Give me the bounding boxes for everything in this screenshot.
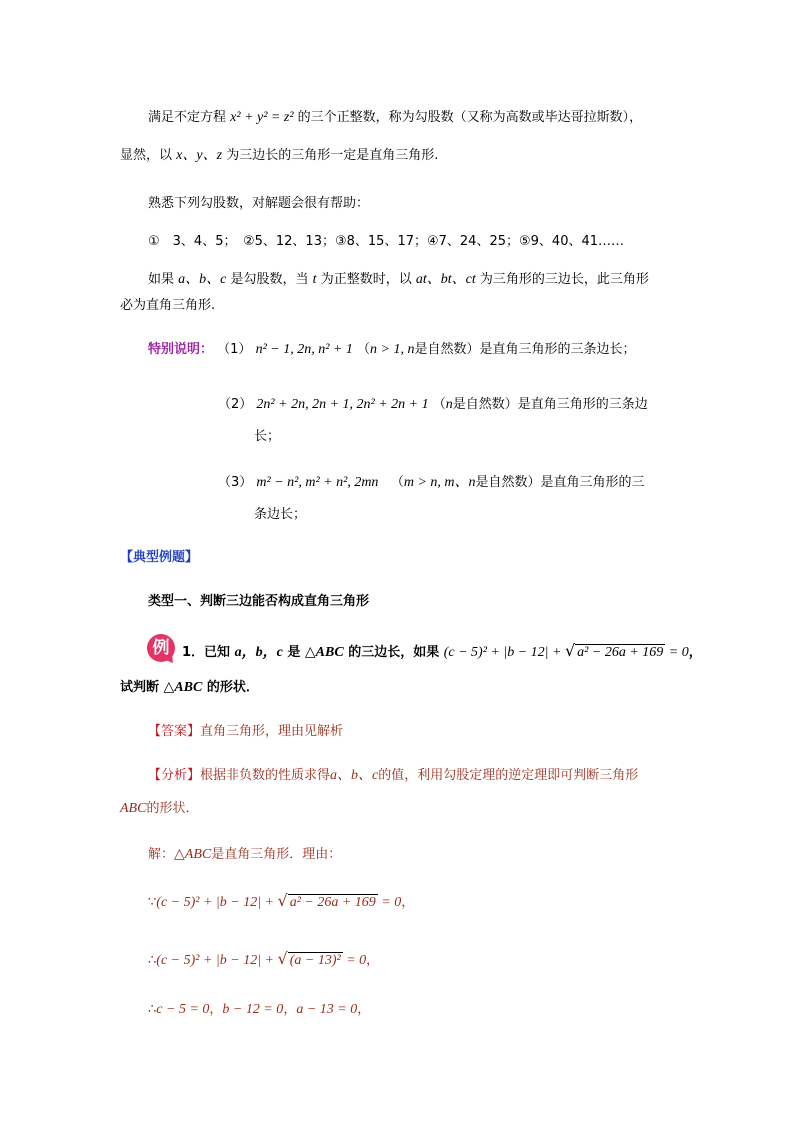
scaling-line-1 — [148, 270, 649, 290]
therefore-symbol: ∴ — [148, 1002, 157, 1017]
special-item-3 — [218, 473, 645, 493]
intro-line2-post: 为三边长的三角形一定是直角三角形. — [226, 148, 439, 163]
solution-intro-tri: △ABC — [174, 847, 212, 862]
solution-step3-expr2: b − 12 = 0 — [222, 1002, 284, 1017]
special-label: 特别说明： — [148, 342, 214, 357]
familiar-list: ① 3、4、5； ②5、12、13；③8、15、17；④7、24、25；⑤9、40、41…… — [148, 234, 625, 249]
special-item2-open: （ — [432, 397, 446, 412]
analysis-text-c: 的形状． — [146, 801, 199, 816]
answer-label: 【答案】 — [148, 724, 201, 739]
solution-step2-post: = 0 — [342, 953, 367, 968]
example-question-line-2 — [120, 678, 259, 698]
solution-step3-expr1: c − 5 = 0 — [156, 1002, 210, 1017]
solution-step1-end: ， — [401, 895, 415, 910]
scaling-d: 为三角形的三边长，此三角形 — [479, 272, 649, 287]
analysis-text-b: 的值，利用勾股定理的逆定理即可判断三角形 — [378, 768, 639, 783]
example-question-line-1 — [182, 641, 702, 661]
analysis-vars: a、b、c — [330, 768, 379, 783]
special-item1-num: （1） — [217, 342, 252, 357]
special-item1-post: 是自然数）是直角三角形的三条边长； — [414, 342, 636, 357]
analysis-line-2 — [120, 799, 198, 819]
special-item1-cond: n > 1, n — [370, 342, 415, 357]
analysis-tri: ABC — [120, 801, 147, 816]
special-item-2 — [218, 395, 648, 415]
scaling-abc: a、b、c — [178, 272, 227, 287]
sqrt-sign-icon: √ — [277, 891, 288, 910]
intro-line1-post: 的三个正整数，称为勾股数（又称为高数或毕达哥拉斯数）， — [297, 110, 643, 125]
example-q-vars: a，b，c — [234, 645, 283, 660]
solution-step-2 — [148, 949, 379, 969]
solution-step3-sep2: ， — [283, 1002, 297, 1017]
example-q-expr-pre: (c − 5)² + |b − 12| + — [443, 645, 565, 660]
intro-line1-pre: 满足不定方程 — [148, 110, 227, 125]
example-q2-tri: △ABC — [163, 680, 203, 695]
example-q-num: 1．已知 — [182, 645, 231, 660]
sqrt-sign-icon: √ — [564, 641, 576, 660]
intro-line2-vars: x、y、z — [176, 148, 223, 163]
answer-line — [148, 722, 343, 742]
answer-text: 直角三角形，理由见解析 — [200, 724, 344, 739]
example-q-radicand: a² − 26a + 169 — [577, 645, 664, 660]
solution-step-1 — [148, 891, 414, 911]
familiar-heading: 熟悉下列勾股数，对解题会很有帮助： — [148, 196, 370, 211]
special-item-1 — [148, 340, 636, 360]
special-item3-cond: m > n, m、n — [403, 475, 476, 490]
solution-step2-expr — [156, 949, 367, 968]
solution-intro-a: 解： — [148, 847, 175, 862]
special-item1-expr: n² − 1, 2n, n² + 1 — [255, 342, 353, 357]
example-badge: 例 — [147, 634, 175, 662]
special-item3-num: （3） — [218, 475, 253, 490]
example-q-expr-post: = 0 — [665, 645, 689, 660]
special-item3-post: 是自然数）是直角三角形的三 — [475, 475, 645, 490]
example-q-mid: 是 — [287, 645, 301, 660]
solution-step3-end: ， — [357, 1002, 371, 1017]
scaling-c: 为正整数时，以 — [320, 272, 412, 287]
solution-intro — [148, 845, 341, 865]
solution-intro-b: 是直角三角形．理由： — [211, 847, 342, 862]
example-q-tri: △ABC — [304, 645, 344, 660]
special-item3-cont: 条边长； — [254, 507, 307, 522]
example-q2-b: 的形状． — [206, 680, 259, 695]
therefore-symbol: ∴ — [148, 953, 157, 968]
scaling-t: t — [312, 272, 317, 287]
example-q-end: ， — [688, 645, 702, 660]
special-item3-expr: m² − n², m² + n², 2mn — [256, 475, 379, 490]
scaling-a: 如果 — [148, 272, 175, 287]
example-q-post: 的三边长，如果 — [348, 645, 440, 660]
solution-step2-end: ， — [366, 953, 380, 968]
intro-line-1 — [148, 108, 642, 128]
scaling-line-2: 必为直角三角形. — [120, 298, 216, 313]
solution-step3-expr3: a − 13 = 0 — [296, 1002, 358, 1017]
solution-step1-radicand: a² − 26a + 169 — [289, 895, 376, 910]
pythagorean-equation: x² + y² = z² — [230, 110, 294, 125]
scaling-sides: at、bt、ct — [415, 272, 476, 287]
intro-line-2 — [120, 146, 438, 166]
analysis-line-1 — [148, 766, 638, 786]
special-item2-cond: n — [445, 397, 453, 412]
intro-line2-pre: 显然，以 — [120, 148, 173, 163]
example-q-expr — [443, 641, 689, 660]
because-symbol: ∵ — [148, 895, 157, 910]
analysis-text-a: 根据非负数的性质求得 — [200, 768, 331, 783]
sqrt-sign-icon: √ — [277, 949, 288, 968]
solution-step1-expr — [156, 891, 402, 910]
scaling-b: 是勾股数，当 — [230, 272, 309, 287]
special-item2-post: 是自然数）是直角三角形的三条边 — [452, 397, 648, 412]
solution-step2-pre: (c − 5)² + |b − 12| + — [156, 953, 278, 968]
special-item2-cont: 长； — [254, 429, 281, 444]
special-item3-open: （ — [390, 475, 404, 490]
example-q2-a: 试判断 — [120, 680, 160, 695]
special-item1-open: （ — [357, 342, 371, 357]
solution-step1-post: = 0 — [377, 895, 402, 910]
type-heading: 类型一、判断三边能否构成直角三角形 — [148, 594, 370, 609]
special-item2-expr: 2n² + 2n, 2n + 1, 2n² + 2n + 1 — [256, 397, 429, 412]
section-title: 【典型例题】 — [120, 550, 199, 565]
solution-step-3 — [148, 1000, 370, 1020]
special-item2-num: （2） — [218, 397, 253, 412]
solution-step3-sep1: ， — [209, 1002, 223, 1017]
solution-step2-radicand: (a − 13)² — [289, 953, 341, 968]
solution-step1-pre: (c − 5)² + |b − 12| + — [156, 895, 278, 910]
analysis-label: 【分析】 — [148, 768, 201, 783]
